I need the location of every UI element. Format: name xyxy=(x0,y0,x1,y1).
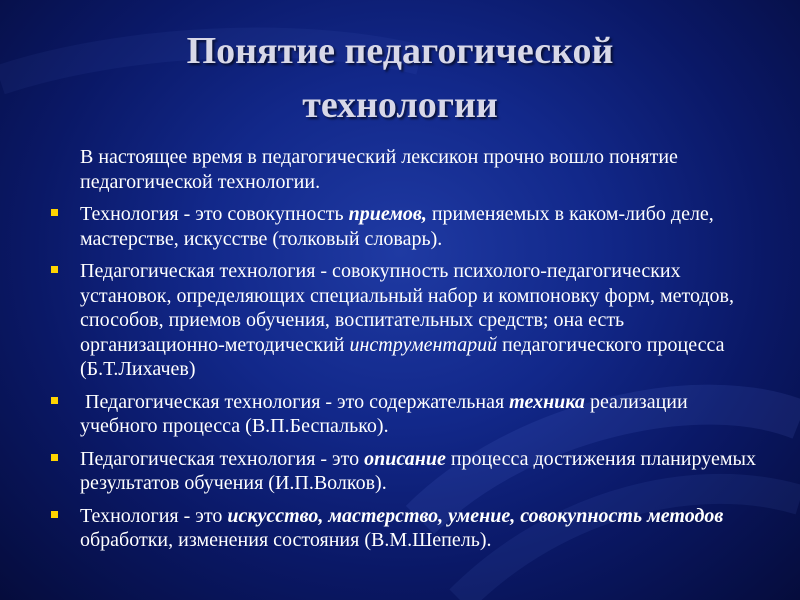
intro-paragraph xyxy=(50,145,762,194)
list-item xyxy=(50,504,762,553)
item-text: Технология - это xyxy=(80,504,228,527)
item-text: Педагогическая технология - это xyxy=(80,447,365,470)
item-emphasis: описание xyxy=(364,447,446,470)
list-item xyxy=(50,259,762,382)
item-text: Педагогическая технология - совокупность психолого-педагогических установок, определяющих специальный набор и компоновку форм, методов, способов, приемов обучения, воспитательных средств; она есть организационно-методический xyxy=(80,260,735,356)
item-text: педагогического процесса (Б.Т.Лихачев) xyxy=(80,333,725,380)
item-text: Педагогическая технология - это содержательная xyxy=(80,390,510,413)
slide-body xyxy=(50,145,762,561)
item-emphasis: техника xyxy=(509,390,585,413)
slide-title xyxy=(0,24,800,132)
list-item xyxy=(50,390,762,439)
list-item xyxy=(50,447,762,496)
item-text: процесса достижения планируемых результатов обучения (И.П.Волков). xyxy=(80,447,756,494)
item-text: Технология - это совокупность xyxy=(80,203,349,225)
item-text: реализации учебного процесса (В.П.Беспалько). xyxy=(80,390,688,437)
slide-title-line-2: технологии xyxy=(302,84,498,126)
list-item xyxy=(50,202,762,251)
item-text: применяемых в каком-либо деле, мастерстве, искусстве (толковый словарь). xyxy=(80,203,714,250)
slide-title-line-1: Понятие педагогической xyxy=(186,30,614,72)
item-emphasis: искусство, мастерство, умение, совокупность методов xyxy=(227,504,724,527)
item-text: обработки, изменения состояния (В.М.Шепель). xyxy=(80,529,492,551)
intro-text: В настоящее время в педагогический лексикон прочно вошло понятие педагогической технологии. xyxy=(80,146,678,193)
item-emphasis: приемов, xyxy=(348,203,427,225)
item-italic: инструментарий xyxy=(349,333,498,356)
